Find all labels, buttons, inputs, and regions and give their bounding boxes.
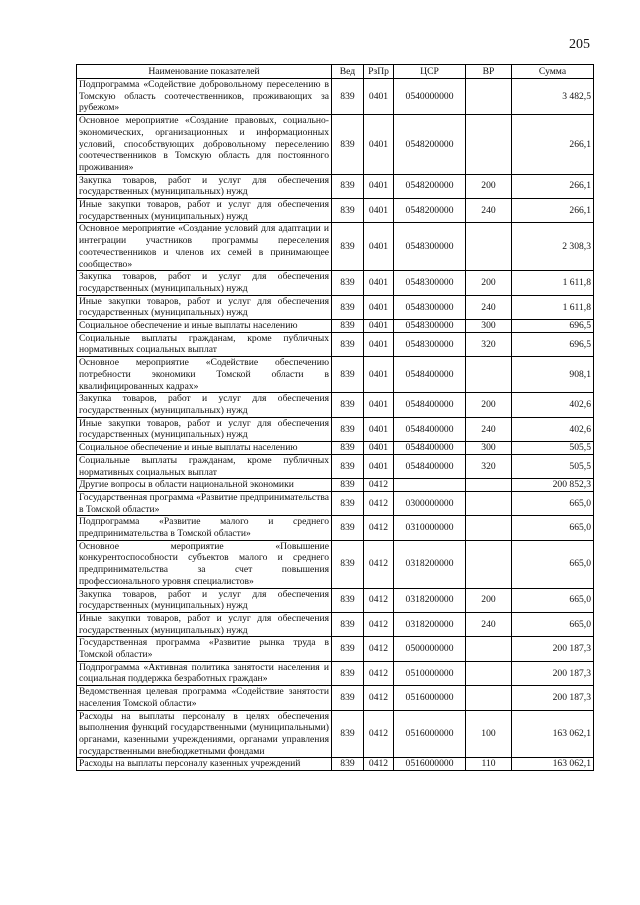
row-rzpr: 0412 [364,479,394,492]
header-sum: Сумма [512,65,594,79]
row-sum: 665,0 [512,540,594,588]
table-row [77,223,594,271]
row-ved: 839 [332,491,364,515]
row-vr [466,661,512,685]
row-name: Социальные выплаты гражданам, кроме публичных нормативных социальных выплат [77,332,332,356]
row-ved: 839 [332,686,364,710]
row-sum: 266,1 [512,199,594,223]
table-row [77,199,594,223]
row-name: Закупка товаров, работ и услуг для обеспечения государственных (муниципальных) нужд [77,588,332,612]
row-name: Расходы на выплаты персоналу казенных учреждений [77,758,332,771]
table-row [77,588,594,612]
row-ved: 839 [332,540,364,588]
row-name: Подпрограмма «Содействие добровольному переселению в Томскую область соотечественников, проживающих за рубежом» [77,79,332,115]
table-row [77,417,594,441]
row-rzpr: 0401 [364,332,394,356]
row-vr [466,357,512,393]
row-rzpr: 0401 [364,393,394,417]
row-csr: 0318200000 [394,588,466,612]
row-rzpr: 0412 [364,612,394,636]
row-ved: 839 [332,332,364,356]
row-name: Социальные выплаты гражданам, кроме публичных нормативных социальных выплат [77,454,332,478]
row-csr: 0318200000 [394,540,466,588]
row-name: Закупка товаров, работ и услуг для обеспечения государственных (муниципальных) нужд [77,393,332,417]
row-ved: 839 [332,357,364,393]
row-sum: 2 308,3 [512,223,594,271]
row-vr: 100 [466,710,512,758]
row-name: Ведомственная целевая программа «Содействие занятости населения Томской области» [77,686,332,710]
row-name: Подпрограмма «Развитие малого и среднего предпринимательства в Томской области» [77,516,332,540]
row-vr [466,540,512,588]
row-ved: 839 [332,417,364,441]
row-ved: 839 [332,661,364,685]
row-csr: 0548300000 [394,271,466,295]
row-ved: 839 [332,79,364,115]
row-sum: 665,0 [512,491,594,515]
row-csr: 0500000000 [394,637,466,661]
row-vr: 200 [466,271,512,295]
row-csr: 0548400000 [394,417,466,441]
row-name: Основное мероприятие «Содействие обеспечению потребности экономики Томской области в квалифицированных кадрах» [77,357,332,393]
row-ved: 839 [332,516,364,540]
table-row [77,295,594,319]
row-sum: 696,5 [512,320,594,333]
row-csr: 0540000000 [394,79,466,115]
row-sum: 505,5 [512,442,594,455]
row-sum: 1 611,8 [512,295,594,319]
row-vr [466,516,512,540]
row-ved: 839 [332,479,364,492]
row-sum: 402,6 [512,417,594,441]
row-sum: 200 187,3 [512,661,594,685]
table-row [77,442,594,455]
row-csr [394,479,466,492]
table-header-row [77,65,594,79]
row-name: Иные закупки товаров, работ и услуг для обеспечения государственных (муниципальных) нужд [77,612,332,636]
row-vr [466,223,512,271]
row-vr: 200 [466,393,512,417]
table-row [77,115,594,175]
row-csr: 0548300000 [394,320,466,333]
page-number: 205 [569,37,590,52]
table-row [77,516,594,540]
row-ved: 839 [332,174,364,198]
row-ved: 839 [332,454,364,478]
row-name: Социальное обеспечение и иные выплаты населению [77,320,332,333]
row-vr: 300 [466,442,512,455]
row-vr: 110 [466,758,512,771]
row-rzpr: 0412 [364,710,394,758]
row-csr: 0548200000 [394,199,466,223]
row-csr: 0548400000 [394,442,466,455]
row-csr: 0548400000 [394,393,466,417]
row-csr: 0548400000 [394,357,466,393]
table-row [77,320,594,333]
row-csr: 0318200000 [394,612,466,636]
row-rzpr: 0412 [364,588,394,612]
table-row [77,710,594,758]
row-ved: 839 [332,320,364,333]
row-rzpr: 0401 [364,320,394,333]
row-csr: 0548200000 [394,115,466,175]
row-vr: 240 [466,199,512,223]
table-row [77,612,594,636]
row-name: Иные закупки товаров, работ и услуг для обеспечения государственных (муниципальных) нужд [77,199,332,223]
row-rzpr: 0412 [364,637,394,661]
table-row [77,79,594,115]
row-sum: 163 062,1 [512,758,594,771]
header-name: Наименование показателей [77,65,332,79]
header-ved: Вед [332,65,364,79]
row-rzpr: 0412 [364,661,394,685]
row-ved: 839 [332,199,364,223]
row-name: Иные закупки товаров, работ и услуг для обеспечения государственных (муниципальных) нужд [77,295,332,319]
table-row [77,393,594,417]
budget-table [76,64,594,771]
row-ved: 839 [332,612,364,636]
row-csr: 0548300000 [394,295,466,319]
row-ved: 839 [332,295,364,319]
row-ved: 839 [332,758,364,771]
row-sum: 1 611,8 [512,271,594,295]
row-rzpr: 0401 [364,79,394,115]
row-csr: 0548300000 [394,223,466,271]
header-rzpr: РзПр [364,65,394,79]
row-rzpr: 0412 [364,540,394,588]
row-vr [466,479,512,492]
table-row [77,686,594,710]
row-name: Закупка товаров, работ и услуг для обеспечения государственных (муниципальных) нужд [77,174,332,198]
row-name: Основное мероприятие «Создание условий для адаптации и интеграции участников программы переселения соотечественников и членов их семей в принимающее сообщество» [77,223,332,271]
row-csr: 0310000000 [394,516,466,540]
header-csr: ЦСР [394,65,466,79]
row-ved: 839 [332,637,364,661]
row-ved: 839 [332,588,364,612]
row-vr [466,491,512,515]
row-name: Закупка товаров, работ и услуг для обеспечения государственных (муниципальных) нужд [77,271,332,295]
row-name: Социальное обеспечение и иные выплаты населению [77,442,332,455]
table-row [77,540,594,588]
row-ved: 839 [332,442,364,455]
row-vr: 200 [466,588,512,612]
row-sum: 505,5 [512,454,594,478]
row-csr: 0548300000 [394,332,466,356]
row-csr: 0548200000 [394,174,466,198]
row-vr: 200 [466,174,512,198]
row-rzpr: 0401 [364,357,394,393]
row-name: Государственная программа «Развитие предпринимательства в Томской области» [77,491,332,515]
table-row [77,758,594,771]
row-sum: 266,1 [512,115,594,175]
row-sum: 402,6 [512,393,594,417]
row-sum: 665,0 [512,612,594,636]
row-name: Подпрограмма «Активная политика занятости населения и социальная поддержка безработных граждан» [77,661,332,685]
row-sum: 163 062,1 [512,710,594,758]
table-row [77,454,594,478]
row-sum: 200 852,3 [512,479,594,492]
row-sum: 200 187,3 [512,686,594,710]
row-vr: 320 [466,332,512,356]
row-sum: 665,0 [512,516,594,540]
table-row [77,479,594,492]
row-vr: 240 [466,295,512,319]
table-row [77,357,594,393]
row-rzpr: 0401 [364,223,394,271]
row-vr: 240 [466,612,512,636]
row-sum: 696,5 [512,332,594,356]
row-csr: 0510000000 [394,661,466,685]
row-rzpr: 0401 [364,417,394,441]
row-vr [466,686,512,710]
row-ved: 839 [332,393,364,417]
row-ved: 839 [332,223,364,271]
row-rzpr: 0401 [364,442,394,455]
row-sum: 200 187,3 [512,637,594,661]
row-ved: 839 [332,271,364,295]
row-name: Другие вопросы в области национальной экономики [77,479,332,492]
row-rzpr: 0412 [364,758,394,771]
row-rzpr: 0401 [364,115,394,175]
row-vr: 320 [466,454,512,478]
row-ved: 839 [332,115,364,175]
row-vr: 240 [466,417,512,441]
row-rzpr: 0401 [364,174,394,198]
row-name: Государственная программа «Развитие рынка труда в Томской области» [77,637,332,661]
table-row [77,661,594,685]
row-vr [466,637,512,661]
row-rzpr: 0412 [364,491,394,515]
row-rzpr: 0412 [364,686,394,710]
row-sum: 908,1 [512,357,594,393]
row-vr [466,79,512,115]
table-row [77,271,594,295]
row-name: Расходы на выплаты персоналу в целях обеспечения выполнения функций государственными (муниципальными) органами, казенными учреждениями, органами управления государственными внебюджетными фондами [77,710,332,758]
table-row [77,491,594,515]
row-csr: 0516000000 [394,758,466,771]
table-row [77,332,594,356]
row-vr: 300 [466,320,512,333]
row-csr: 0300000000 [394,491,466,515]
row-ved: 839 [332,710,364,758]
row-sum: 266,1 [512,174,594,198]
row-rzpr: 0401 [364,199,394,223]
row-csr: 0516000000 [394,686,466,710]
row-sum: 3 482,5 [512,79,594,115]
row-name: Иные закупки товаров, работ и услуг для обеспечения государственных (муниципальных) нужд [77,417,332,441]
row-rzpr: 0401 [364,271,394,295]
row-rzpr: 0401 [364,295,394,319]
row-rzpr: 0401 [364,454,394,478]
row-csr: 0548400000 [394,454,466,478]
row-name: Основное мероприятие «Повышение конкурентоспособности субъектов малого и среднего предпринимательства за счет повышения профессионального уровня специалистов» [77,540,332,588]
row-name: Основное мероприятие «Создание правовых, социально-экономических, организационных и информационных условий, способствующих добровольному переселению соотечественников в Томскую область для постоянного проживания» [77,115,332,175]
row-vr [466,115,512,175]
row-rzpr: 0412 [364,516,394,540]
row-sum: 665,0 [512,588,594,612]
row-csr: 0516000000 [394,710,466,758]
table-row [77,174,594,198]
table-row [77,637,594,661]
header-vr: ВР [466,65,512,79]
